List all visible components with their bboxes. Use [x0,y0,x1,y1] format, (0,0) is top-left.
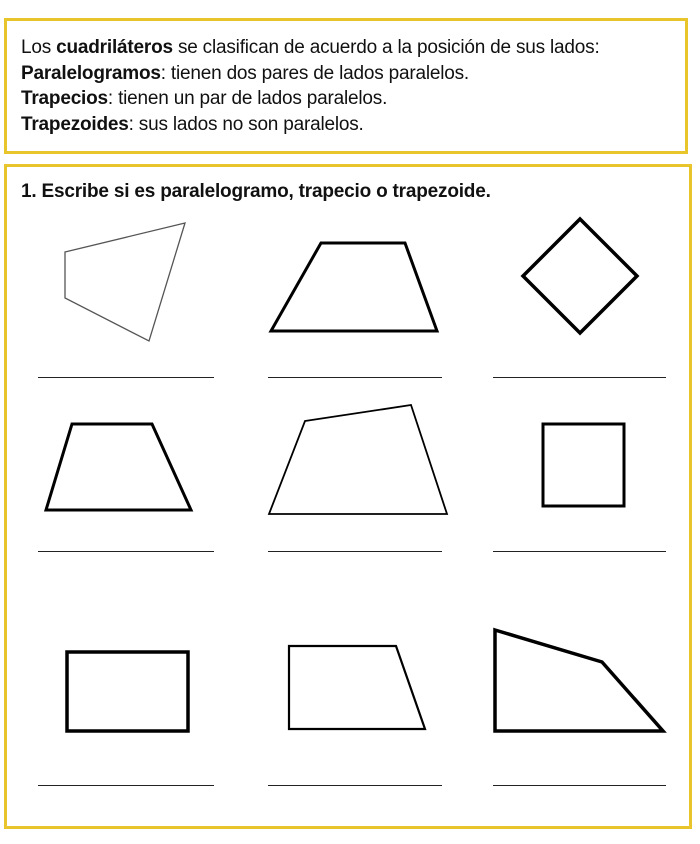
shape-r1-c2 [271,243,437,331]
answer-line-r2-c3[interactable] [493,551,666,552]
shape-r2-c2 [269,405,447,514]
info-line-3-rest: : tienen un par de lados paralelos. [107,88,388,109]
info-line-1-rest: se clasifican de acuerdo a la posición de sus lados: [172,37,600,58]
answer-line-r1-c2[interactable] [268,377,442,378]
shape-r2-c3 [543,424,624,506]
shape-r3-c1 [67,652,188,731]
term-trapezoides: Trapezoides [21,113,129,135]
term-trapecios: Trapecios [21,88,108,109]
answer-line-r2-c2[interactable] [268,551,442,552]
answer-line-r3-c2[interactable] [268,785,442,786]
info-line-2-rest: : tienen dos pares de lados paralelos. [160,62,469,84]
term-cuadrilateros: cuadriláteros [56,37,173,58]
answer-line-r1-c1[interactable] [38,377,214,378]
info-line-1-prefix: Los [21,37,57,58]
answer-line-r3-c1[interactable] [38,785,214,786]
answer-line-r1-c3[interactable] [493,377,666,378]
shape-r1-c1 [65,223,185,341]
answer-line-r3-c3[interactable] [493,785,666,786]
exercise-instruction: 1. Escribe si es paralelogramo, trapecio o trapezoide. [21,181,491,202]
shape-r2-c1 [46,424,191,510]
shape-r3-c3 [495,630,663,731]
term-paralelogramos: Paralelogramos [21,62,161,84]
shape-r1-c3 [523,219,637,333]
info-line-4-rest: : sus lados no son paralelos. [128,113,364,135]
answer-line-r2-c1[interactable] [38,551,214,552]
shape-r3-c2 [289,646,425,729]
